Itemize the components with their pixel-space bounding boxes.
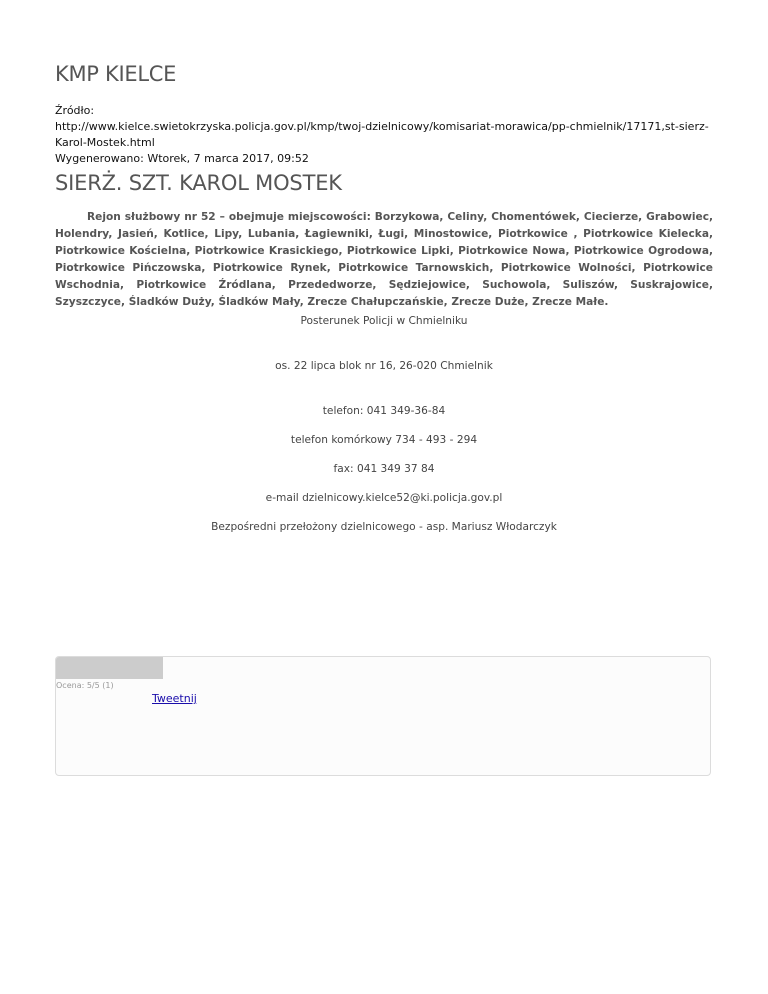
rating-bar[interactable] <box>56 657 163 679</box>
source-label: Źródło: <box>55 104 95 117</box>
print-meta <box>55 103 715 167</box>
generated-timestamp: Wygenerowano: Wtorek, 7 marca 2017, 09:52 <box>55 152 309 165</box>
fax-number: fax: 041 349 37 84 <box>333 463 435 475</box>
phone-number: telefon: 041 349-36-84 <box>322 405 446 417</box>
site-title: KMP KIELCE <box>55 62 177 86</box>
rating-panel <box>55 656 711 776</box>
supervisor-info: Bezpośredni przełożony dzielnicowego - asp. Mariusz Włodarczyk <box>211 521 557 533</box>
station-name: Posterunek Policji w Chmielniku <box>300 315 468 327</box>
tweet-link[interactable]: Tweetnij <box>152 692 197 705</box>
station-address: os. 22 lipca blok nr 16, 26-020 Chmielnik <box>275 360 493 372</box>
article-title: SIERŻ. SZT. KAROL MOSTEK <box>55 171 342 195</box>
article-lead: Rejon służbowy nr 52 – obejmuje miejscowości: Borzykowa, Celiny, Chomentówek, Ciecierze, Grabowiec, Holendry, Jasień, Kotlice, Lipy, Lubania, Łagiewniki, Ługi, Minostowice, Piotrkowice , Piotrkowice Kielecka, Piotrkowice Kościelna, Piotrkowice Krasickiego, Piotrkowice Lipki, Piotrkowice Nowa, Piotrkowice Ogrodowa, Piotrkowice Pińczowska, Piotrkowice Rynek, Piotrkowice Tarnowskich, Piotrkowice Wolności, Piotrkowice Wschodnia, Piotrkowice Źródlana, Przededworze, Sędziejowice, Suchowola, Suliszów, Suskrajowice, Szyszczyce, Śladków Duży, Śladków Mały, Zrecze Chałupczańskie, Zrecze Duże, Zrecze Małe. <box>55 211 713 308</box>
rating-label: Ocena: 5/5 (1) <box>56 681 114 690</box>
mobile-number: telefon komórkowy 734 - 493 - 294 <box>290 434 478 446</box>
email-address: e-mail dzielnicowy.kielce52@ki.policja.gov.pl <box>265 492 503 504</box>
source-url: http://www.kielce.swietokrzyska.policja.gov.pl/kmp/twoj-dzielnicowy/komisariat-morawica/pp-chmielnik/17171,st-sierz-Karol-Mostek.html <box>55 120 709 149</box>
